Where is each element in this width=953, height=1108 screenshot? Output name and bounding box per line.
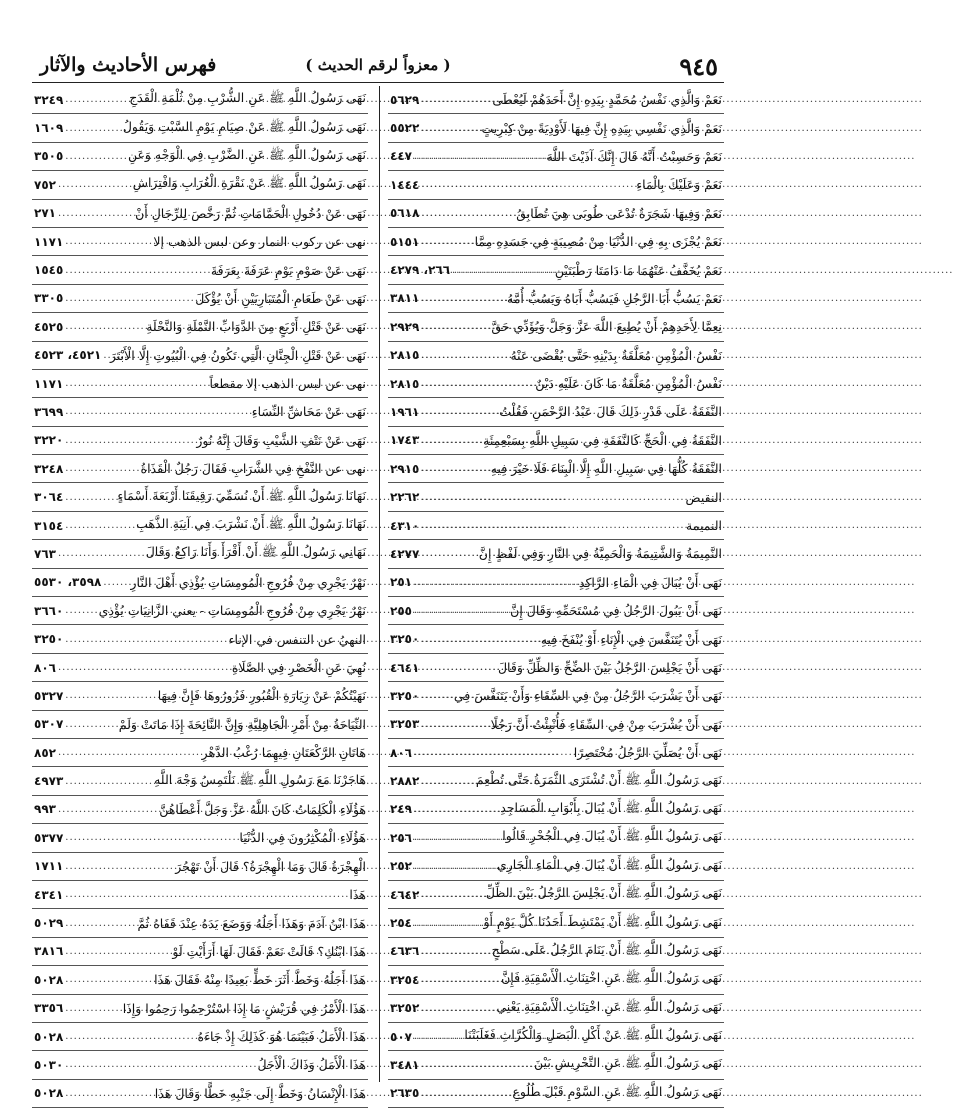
hadith-number: ٢٥٤	[390, 916, 412, 931]
hadith-number: ١٥٤٥	[34, 263, 64, 278]
hadith-text: نَهْرٌ يَجْرِي مِنْ فُرُوجِ الْمُومِسَاتِ - يعني الزَّانِيَاتِ يُؤْذِي	[98, 603, 366, 619]
hadith-text: نَهْرٌ يَجْرِي مِنْ فُرُوجِ الْمُومِسَاتِ يُؤْذِي أَهْلَ النَّارِ	[130, 574, 366, 590]
index-entry	[32, 342, 368, 370]
hadith-text: هَذَا الْأَمَلُ فَبَيْنَمَا هُوَ كَذَلِكَ إِذْ جَاءَهُ	[197, 1029, 366, 1045]
hadith-text: نَهَى رَسُولُ اللَّهِ ﷺ عَنِ الضَّرْبِ فِي الْوَجْهِ وَعَنِ	[127, 146, 366, 162]
leader-dots	[65, 1088, 154, 1099]
hadith-number: ١٦٠٩	[34, 121, 64, 136]
hadith-text: نَهَانَا رَسُولُ اللَّهِ ﷺ أَنْ نَشْرَبَ فِي آنِيَةِ الذَّهَبِ	[136, 516, 366, 532]
hadith-number: ٤٦٤١	[390, 660, 420, 675]
hadith-number: ٣٥٩٨، ٥٥٣٠	[34, 575, 102, 590]
hadith-text: هَؤُلَاءِ الْكَلِمَاتُ كَانَ اللَّهُ عَزَّ وَجَلَّ أَعْطَاهُنَّ	[159, 801, 366, 817]
leader-dots	[65, 378, 209, 389]
hadith-number: ٨٠٦	[34, 660, 56, 675]
hadith-text: هَذَا ابْنُ آدَمَ وَهَذَا أَجَلُهُ وَوَضَعَ يَدَهُ عِنْدَ قَفَاهُ ثُمَّ	[137, 915, 366, 931]
hadith-number: ٤٤٧	[390, 149, 412, 164]
hadith-number: ٣٨١٦	[34, 944, 64, 959]
index-entry	[32, 427, 368, 455]
leader-dots	[58, 662, 232, 673]
index-entry	[32, 1023, 368, 1051]
hadith-number: ١٩٦١	[390, 404, 420, 419]
leader-dots	[65, 605, 98, 616]
index-entry	[32, 853, 368, 881]
hadith-text: نَهَى أَنْ يَشْرَبَ الرَّجُلُ مِنْ فِي السِّقَاءِ وَأَنْ يَتَنَفَّسَ فِي	[453, 688, 722, 704]
hadith-number: ٢٦٦، ٤٢٧٩	[390, 263, 451, 278]
hadith-number: ٣٣٥٦	[34, 1001, 64, 1016]
page-header	[32, 52, 724, 80]
hadith-text: هَذَا الْأَمْرُ فِي قُرَيْشٍ مَا إِذَا اسْتُرْحِمُوا رَحِمُوا وَإِذَا	[122, 1000, 366, 1016]
hadith-text: نَهَى أَنْ يُشْرَبَ مِنْ فِي السِّقَاءِ فَأُنْبِئْتُ أَنَّ رَجُلًا	[490, 716, 722, 732]
hadith-text: نَهَى عَنْ قَتْلِ الْجِنَّانِ الَّتِي تَكُونُ فِي الْبُيُوتِ إِلَّا الْأَبْتَرَ	[109, 347, 366, 363]
leader-dots	[65, 123, 123, 134]
hadith-number: ٢٨١٥	[390, 376, 420, 391]
index-entry	[32, 796, 368, 824]
hadith-text: نهى عن النَّفْخِ فِي الشَّرَابِ فَقَالَ رَجُلٌ الْقَذَاةُ	[140, 461, 366, 477]
index-entry	[32, 625, 368, 653]
hadith-text: نَهَيْتُكُمْ عَنْ زِيَارَةِ الْقُبُورِ فَزُورُوهَا فَإِنَّ فِيهَا	[157, 688, 366, 704]
hadith-number: ٤٦٣٦	[390, 944, 420, 959]
index-entry	[32, 597, 368, 625]
hadith-number: ٣٣٠٥	[34, 291, 64, 306]
hadith-text: نَهَى أَنْ يُصَلِّيَ الرَّجُلُ مُخْتَصِرًا	[573, 745, 722, 761]
hadith-text: النَّفَقَةُ كُلُّهَا فِي سَبِيلِ اللَّهِ إِلَّا الْبِنَاءَ فَلَا خَيْرَ فِيهِ	[490, 461, 722, 477]
leader-dots	[65, 94, 129, 105]
index-entry	[32, 654, 368, 682]
hadith-text: هَذَا الْإِنْسَانُ وَخَطَّ إِلَى جَنْبِهِ خَطًّا وَقَالَ هَذَا	[154, 1085, 366, 1101]
hadith-number: ٥٥٢٢	[390, 121, 420, 136]
index-entry	[32, 682, 368, 710]
hadith-text: نَهَى أَنْ يَجْلِسَ الرَّجُلُ بَيْنَ الضِّحِّ وَالظِّلِّ وَقَالَ	[497, 660, 722, 675]
index-entry	[32, 1080, 368, 1108]
hadith-number: ٣٢٢٠	[34, 433, 64, 448]
hadith-number: ٥٣٧٧	[34, 830, 64, 845]
index-entry	[32, 483, 368, 511]
hadith-number: ٣٢٤٩	[34, 92, 64, 107]
hadith-number: ٤٥٢١، ٤٥٢٣	[34, 348, 102, 363]
hadith-number: ٧٦٣	[34, 546, 56, 561]
index-entry	[32, 370, 368, 398]
leader-dots	[65, 406, 251, 417]
hadith-text: النقيض	[685, 489, 722, 505]
hadith-text: نَهَى عَنْ طَعَامِ الْمُتَبَارِيَيْنِ أَنْ يُؤْكَلَ	[195, 290, 366, 306]
hadith-text: النَّفَقَةُ عَلَى قَدْرِ ذَلِكَ قَالَ عَبْدُ الرَّحْمَنِ فَقُلْتُ	[499, 404, 722, 420]
leader-dots	[65, 492, 117, 503]
hadith-number: ١١٧١	[34, 376, 64, 391]
index-entry	[32, 739, 368, 767]
hadith-text: نَهَى أَنْ يَبُولَ الرَّجُلُ فِي مُسْتَحَمِّهِ وَقَالَ إِنَّ	[510, 603, 722, 619]
hadith-text: نَهَى رَسُولُ اللَّهِ ﷺ أَنْ يُبَالَ بِأَبْوَابِ الْمَسَاجِدِ	[500, 799, 722, 815]
hadith-number: ٧٥٢	[34, 177, 56, 192]
hadith-text: الْهِجْرَةُ قَالَ وَمَا الْهِجْرَةُ؟ قَالَ أَنْ تَهْجُرَ	[175, 858, 366, 874]
hadith-text: النِّيَاحَةُ مِنْ أَمْرِ الْجَاهِلِيَّةِ وَإِنَّ النَّائِحَةَ إِذَا مَاتَتْ وَلَمْ	[118, 716, 366, 732]
hadith-number: ٣٢٤٨	[34, 461, 64, 476]
hadith-number: ١١٧١	[34, 234, 64, 249]
index-entry	[32, 569, 368, 597]
page-number: ٩٤٥	[679, 52, 718, 81]
hadith-text: نَعَمْ وَحَسِبْتُ أَنَّهُ قَالَ إِنَّكَ آذَيْتَ اللَّهَ	[546, 148, 722, 164]
index-entry	[32, 512, 368, 540]
hadith-text: نهى عن ركوب النمار وعن لبس الذهب إلا	[153, 234, 366, 250]
hadith-number: ٢٨٨٢	[390, 774, 420, 789]
hadith-number: ٥٠٢٩	[34, 916, 64, 931]
leader-dots	[65, 889, 349, 900]
leader-dots	[58, 747, 202, 758]
hadith-text: نِعِمَّا لِأَحَدِهِمْ أَنْ يُطِيعَ اللَّهَ عَزَّ وَجَلَّ وَيُؤَدِّي حَقَّ	[491, 319, 722, 335]
hadith-number: ٣٢٥٣	[390, 717, 420, 732]
hadith-text: هَاتَانِ الرَّكْعَتَانِ فِيهِمَا رُغْبُ الدَّهْرِ	[201, 745, 366, 761]
hadith-number: ٣٦٩٩	[34, 404, 64, 419]
hadith-text: نَهَى رَسُولُ اللَّهِ ﷺ أَنْ يَمْتَشِطَ أَحَدُنَا كُلَّ يَوْمٍ أَوْ	[483, 913, 722, 929]
index-entry	[32, 143, 368, 171]
hadith-text: نَهَى أَنْ يُبَالَ فِي الْمَاءِ الرَّاكِدِ	[578, 574, 722, 590]
hadith-text: هَذَا ابْنُكِ؟ قَالَتْ نَعَمْ فَقَالَ لَهَا أَرَأَيْتِ لَوْ	[172, 943, 366, 959]
hadith-number: ٣٥٠٥	[34, 149, 64, 164]
index-columns	[32, 86, 724, 1101]
hadith-text: نَهَى عَنْ دُخُولِ الْحَمَّامَاتِ ثُمَّ رَخَّصَ لِلرِّجَالِ أَنْ	[135, 205, 366, 221]
hadith-number: ٣٨١١	[390, 291, 420, 306]
index-entry	[32, 1051, 368, 1079]
hadith-number: ٥٠٢٨	[34, 972, 64, 987]
leader-dots	[65, 719, 118, 730]
page-title: فهرس الأحاديث والآثار	[40, 54, 217, 76]
hadith-text: نَهَى أَنْ يُتَنَفَّسَ فِي الْإِنَاءِ أَوْ يُنْفَخَ فِيهِ	[540, 631, 722, 647]
hadith-text: نَهَى رَسُولُ اللَّهِ ﷺ أَنْ يُبَالَ فِي الْجُحْرِ قَالُوا	[502, 828, 722, 844]
leader-dots	[65, 265, 211, 276]
leader-dots	[65, 776, 154, 787]
hadith-number: ٥٣٢٧	[34, 688, 64, 703]
hadith-text: هَاجَرْنَا مَعَ رَسُولِ اللَّهِ ﷺ نَلْتَمِسُ وَجْهَ اللَّهِ	[154, 771, 366, 787]
hadith-text: نَهَى رَسُولُ اللَّهِ ﷺ أَنْ يَنَامَ الرَّجُلُ عَلَى سَطْحٍ	[491, 941, 722, 957]
hadith-number: ٤٦٤٢	[390, 887, 420, 902]
hadith-number: ٥٣٠٧	[34, 717, 64, 732]
hadith-text: نَهَى رَسُولُ اللَّهِ ﷺ أَنْ يُبَالَ فِي الْمَاءِ الْجَارِي	[496, 856, 722, 872]
hadith-number: ٤٥٢٥	[34, 319, 64, 334]
hadith-number: ٥٠٢٨	[34, 1029, 64, 1044]
hadith-number: ٣٤٨١	[390, 1057, 420, 1072]
hadith-text: نَهَى رَسُولُ اللَّهِ ﷺ عَنِ اخْتِنَاثِ الْأَسْقِيَةِ فَإِنَّ	[501, 970, 722, 986]
hadith-text: نَعَمْ يَسُبُّ أَبَا الرَّجُلِ فَيَسُبُّ أَبَاهُ وَيَسُبُّ أُمَّهُ	[507, 290, 722, 306]
hadith-number: ٢٢٦٢	[390, 490, 420, 505]
index-entry	[32, 256, 368, 284]
hadith-number: ٣٢٥٢	[390, 1001, 420, 1016]
index-entry	[32, 767, 368, 795]
leader-dots	[65, 832, 239, 843]
hadith-text: نهى عن لبس الذهب إلا مقطعاً	[209, 376, 366, 392]
hadith-number: ٥٦١٨	[390, 206, 420, 221]
index-entry	[32, 171, 368, 199]
index-entry	[32, 285, 368, 313]
leader-dots	[65, 861, 175, 872]
hadith-number: ٢٥٥	[390, 603, 412, 618]
header-subtitle: ( معزواً لرقم الحديث )	[305, 56, 451, 74]
hadith-number: ٣٢٥٠	[390, 632, 420, 647]
hadith-number: ٢٦٣٥	[390, 1086, 420, 1101]
hadith-text: هَذَا أَجَلُهُ وَخَطَّ أَثَرَ خَطٍّ بَعِيدًا مِنْهُ فَقَالَ هَذَا	[154, 972, 366, 988]
hadith-text: نَعَمْ يُجْزَى بِهِ فِي الدُّنْيَا مِنْ مُصِيبَةٍ فِي جَسَدِهِ مِمَّا	[474, 234, 722, 250]
index-entry	[32, 455, 368, 483]
hadith-text: هَذَا	[349, 887, 366, 903]
hadith-text: النَّمِيمَةُ وَالشَّتِيمَةُ وَالْحَمِيَّةُ فِي النَّارِ وَفِي لَفْظٍ إِنَّ	[478, 546, 722, 562]
leader-dots	[58, 804, 159, 815]
hadith-text: نَهَانِي رَسُولُ اللَّهِ ﷺ أَنْ أَقْرَأَ وَأَنَا رَاكِعٌ وَقَالَ	[145, 544, 366, 560]
hadith-number: ٢٤٩	[390, 802, 412, 817]
leader-dots	[65, 1003, 122, 1014]
leader-dots	[65, 435, 196, 446]
leader-dots	[58, 548, 146, 559]
hadith-text: نَهَى عَنْ مَحَاشِّ النِّسَاءِ	[251, 404, 366, 420]
hadith-text: نَهَى رَسُولُ اللَّهِ ﷺ عَنِ السَّوْمِ قَبْلَ طُلُوعِ	[512, 1083, 722, 1099]
hadith-text: نَعَمْ وَفِيهَا شَجَرَةٌ تُدْعَى طُوبَى هِيَ تُطَابِقُ	[516, 205, 722, 221]
hadith-text: نَهَى رَسُولُ اللَّهِ ﷺ عَنِ الشُّرْبِ مِنْ ثُلْمَةِ الْقَدَحِ	[129, 90, 366, 106]
index-entry	[32, 995, 368, 1023]
hadith-number: ١٤٤٤	[390, 177, 420, 192]
leader-dots	[65, 293, 195, 304]
hadith-number: ٣٦٦٠	[34, 603, 64, 618]
hadith-number: ٤٣٤١	[34, 887, 64, 902]
leader-dots	[65, 634, 228, 645]
hadith-number: ٣٢٥٠	[390, 688, 420, 703]
hadith-text: نَهَى رَسُولُ اللَّهِ ﷺ أَنْ تُشْتَرَى الثَّمَرَةُ حَتَّى تُطْعِمَ	[475, 771, 722, 787]
hadith-text: نَهَى رَسُولُ اللَّهِ ﷺ عَنِ اخْتِنَاثِ الْأَسْقِيَةِ يَعْنِي	[496, 998, 722, 1014]
hadith-number: ٢٧١	[34, 206, 56, 221]
leader-dots	[65, 463, 140, 474]
hadith-number: ٣١٥٤	[34, 518, 64, 533]
leader-dots	[65, 974, 154, 985]
hadith-text: نَفْسُ الْمُؤْمِنِ مُعَلَّقَةٌ بِدَيْنِهِ حَتَّى يُقْضَى عَنْهُ	[510, 347, 722, 363]
hadith-number: ٤٢٧٧	[390, 546, 420, 561]
hadith-number: ٥٠٣٠	[34, 1057, 64, 1072]
index-entry	[32, 200, 368, 228]
hadith-text: نَعَمْ وَالَّذِي نَفْسُ مُحَمَّدٍ بِيَدِهِ إِنَّ أَحَدَهُمْ لَيُعْطَى	[492, 92, 722, 108]
hadith-text: نَهَانَا رَسُولُ اللَّهِ ﷺ أَنْ نُسَمِّيَ رَقِيقَنَا أَرْبَعَةَ أَسْمَاءٍ	[117, 487, 366, 503]
hadith-number: ٢٩٢٩	[390, 319, 420, 334]
leader-dots	[58, 179, 133, 190]
hadith-text: نَعَمْ وَعَلَيْكَ بِالْمَاءِ	[636, 177, 722, 193]
leader-dots	[65, 520, 136, 531]
hadith-text: النهيُ عن التنفس في الإناء	[228, 631, 366, 647]
hadith-number: ٨٥٢	[34, 745, 56, 760]
hadith-number: ٢٩١٥	[390, 461, 420, 476]
hadith-text: النميمة	[686, 518, 722, 534]
hadith-number: ٥٠٢٨	[34, 1086, 64, 1101]
hadith-number: ٢٥٢	[390, 859, 412, 874]
leader-dots	[65, 690, 157, 701]
index-entry	[32, 398, 368, 426]
hadith-text: نُهِيَ عَنِ الْخَصْرِ فِي الصَّلَاةِ	[231, 660, 366, 675]
hadith-number: ٩٩٣	[34, 802, 56, 817]
hadith-number: ١٧١١	[34, 859, 64, 874]
index-entry	[32, 313, 368, 341]
hadith-number: ٣٠٦٤	[34, 490, 64, 505]
hadith-text: النَّفَقَةُ فِي الْحَجِّ كَالنَّفَقَةِ فِي سَبِيلِ اللَّهِ بِسَبْعِمِئَةِ	[483, 432, 722, 448]
hadith-number: ٤٩٧٣	[34, 774, 64, 789]
index-entry	[32, 966, 368, 994]
hadith-text: نَهَى رَسُولُ اللَّهِ ﷺ عَنْ صِيَامِ يَوْمِ السَّبْتِ وَيَقُولُ	[122, 118, 366, 134]
hadith-number: ٥١٥١	[390, 234, 420, 249]
hadith-text: نَهَى رَسُولُ اللَّهِ ﷺ عَنْ أَكْلِ الْبَصَلِ وَالْكُرَّاثِ فَغَلَبَتْنَا	[464, 1027, 722, 1043]
hadith-text: نَفْسُ الْمُؤْمِنِ مُعَلَّقَةٌ مَا كَانَ عَلَيْهِ دَيْنٌ	[535, 376, 722, 392]
hadith-number: ٨٠٦	[390, 745, 412, 760]
hadith-text: نَهَى رَسُولُ اللَّهِ ﷺ عَنْ نَقْرَةِ الْغُرَابِ وَافْتِرَاشِ	[132, 175, 366, 191]
leader-dots	[58, 208, 135, 219]
leader-dots	[65, 321, 146, 332]
leader-dots	[65, 1059, 257, 1070]
hadith-number: ٥٠٧	[390, 1029, 412, 1044]
hadith-text: نَهَى رَسُولُ اللَّهِ ﷺ أَنْ يَجْلِسَ الرَّجُلُ بَيْنَ الظِّلِّ	[485, 885, 722, 901]
hadith-number: ٥٦٢٩	[390, 92, 420, 107]
index-entry	[32, 228, 368, 256]
leader-dots	[65, 1031, 197, 1042]
leader-dots	[65, 236, 153, 247]
hadith-number: ١٧٤٣	[390, 433, 420, 448]
hadith-text: هَذَا الْأَمَلُ وَذَاكَ الْأَجَلُ	[257, 1057, 366, 1073]
index-entry	[32, 114, 368, 142]
index-entry	[32, 909, 368, 937]
hadith-text: نَعَمْ يُخَفَّفُ عَنْهُمَا مَا دَامَتَا رَطْبَتَيْنِ	[554, 262, 722, 278]
index-entry	[32, 86, 368, 114]
hadith-number: ٢٨١٥	[390, 348, 420, 363]
index-entry	[32, 881, 368, 909]
index-entry	[32, 824, 368, 852]
hadith-number: ٢٥١	[390, 575, 412, 590]
left-column	[32, 86, 368, 1108]
hadith-number: ٣٢٥٠	[34, 632, 64, 647]
hadith-text: هَؤُلَاءِ الْمُكْثِرُونَ فِي الدُّنْيَا	[239, 830, 366, 846]
leader-dots	[103, 577, 130, 588]
hadith-number: ٢٥٦	[390, 830, 412, 845]
hadith-text: نَعَمْ وَالَّذِي نَفْسِي بِيَدِهِ إِنَّ فِيهَا لَأَوْدِيَةً مِنْ كِبْرِيتٍ	[481, 120, 722, 136]
index-entry	[32, 711, 368, 739]
leader-dots	[65, 918, 137, 929]
index-page	[32, 52, 724, 1101]
index-entry	[32, 938, 368, 966]
hadith-text: نَهَى عَنْ قَتْلِ أَرْبَعٍ مِنَ الدَّوَابِّ النَّمْلَةِ وَالنَّحْلَةِ	[146, 319, 366, 335]
hadith-number: ٤٣١٠	[390, 518, 420, 533]
hadith-text: نَهَى عَنْ نَتْفِ الشَّيْبِ وَقَالَ إِنَّهُ نُورٌ	[196, 432, 366, 448]
leader-dots	[103, 350, 110, 361]
index-entry	[32, 540, 368, 568]
hadith-text: نَهَى رَسُولُ اللَّهِ ﷺ عَنِ التَّحْرِيشِ بَيْنَ	[534, 1055, 722, 1071]
leader-dots	[65, 946, 172, 957]
hadith-number: ٣٢٥٤	[390, 972, 420, 987]
hadith-text: نَهَى عَنْ صَوْمِ يَوْمِ عَرَفَةَ بِعَرَفَةَ	[210, 262, 366, 278]
leader-dots	[65, 151, 128, 162]
header-rule	[32, 82, 724, 83]
